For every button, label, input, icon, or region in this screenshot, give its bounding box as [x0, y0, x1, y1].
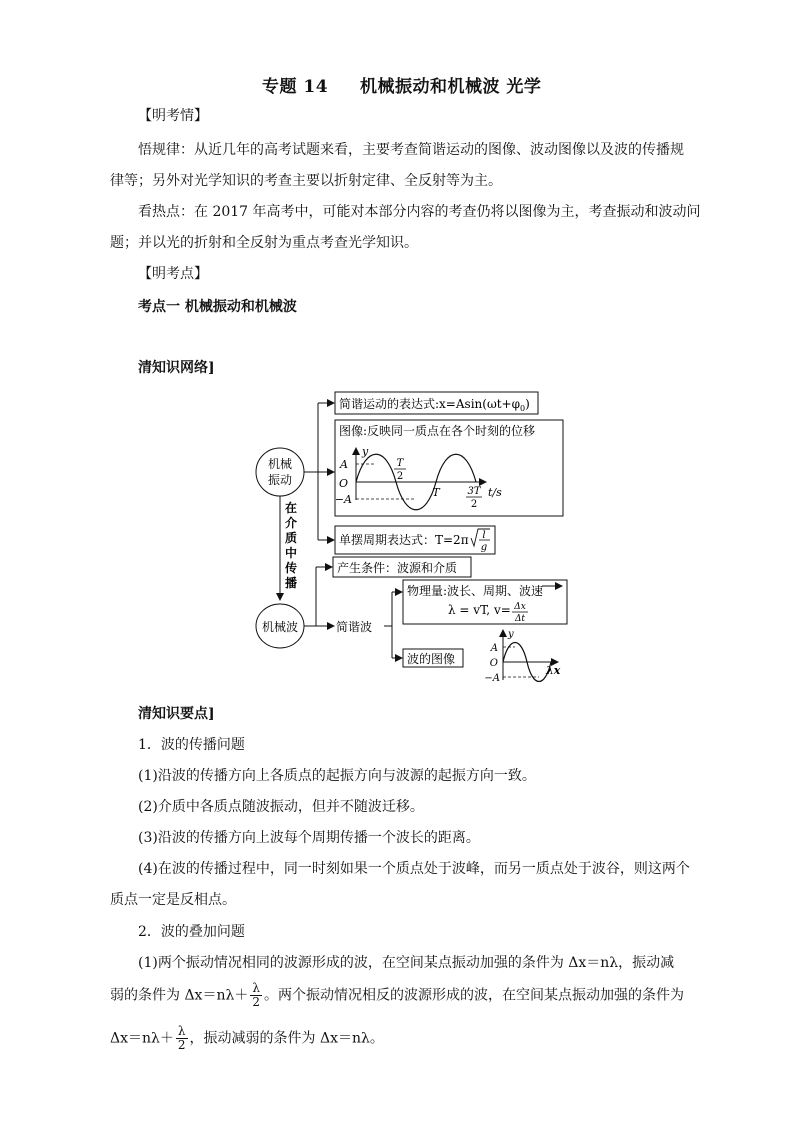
svg-text:在: 在 — [284, 501, 298, 515]
svg-text:介: 介 — [284, 516, 298, 530]
paragraph-line: 律等；另外对光学知识的考查主要以折射定律、全反射等为主。 — [110, 173, 502, 189]
svg-text:Δt: Δt — [514, 614, 526, 624]
wave-graph — [484, 629, 560, 684]
quantities-line-2: λ = vT, v= — [448, 603, 511, 617]
svg-text:O: O — [489, 658, 498, 669]
pendulum-text: 单摆周期表达式：T=2π — [339, 533, 469, 547]
svg-text:−A: −A — [484, 673, 500, 684]
item1-p4b: 质点一定是反相点。 — [110, 892, 236, 908]
node-wave-text: 机械波 — [261, 620, 299, 634]
vertical-label — [284, 500, 297, 590]
item2-p1b-pre: 弱的条件为 Δx＝nλ＋ — [110, 987, 249, 1004]
svg-text:λx: λx — [546, 664, 561, 677]
knowledge-network-heading: 清知识网络] — [138, 360, 215, 376]
knowledge-points-heading: 清知识要点] — [138, 706, 215, 722]
item2-p1b — [110, 982, 684, 1009]
item2-p1c — [110, 1025, 384, 1052]
item2-title: 2．波的叠加问题 — [138, 924, 245, 940]
node-vib-text-1: 机械 — [267, 457, 293, 471]
item1-p1: (1)沿波的传播方向上各质点的起振方向与波源的起振方向一致。 — [138, 768, 536, 784]
node-vib-text-2: 振动 — [267, 473, 293, 487]
svg-text:A: A — [340, 458, 348, 471]
svg-text:y: y — [508, 629, 514, 640]
section-heading-mingkaoqing: 【明考情】 — [138, 108, 208, 124]
kaodian-heading: 考点一 机械振动和机械波 — [138, 299, 297, 315]
svg-text:播: 播 — [284, 576, 298, 590]
svg-text:Δx: Δx — [514, 602, 526, 612]
simple-wave-text: 简谐波 — [336, 620, 373, 634]
svg-text:t/s: t/s — [488, 486, 502, 499]
vibration-image-title: 图像:反映同一质点在各个时刻的位移 — [339, 424, 536, 438]
item1-title: 1．波的传播问题 — [138, 737, 245, 753]
svg-text:2: 2 — [396, 471, 404, 482]
svg-text:T: T — [396, 458, 404, 469]
svg-text:中: 中 — [284, 546, 298, 560]
svg-text:−A: −A — [334, 493, 352, 506]
item2-p1b-post: 。两个振动情况相反的波源形成的波，在空间某点振动加强的条件为 — [264, 987, 684, 1004]
shm-expression-text: 简谐运动的表达式$:x=Asin(\omega t+\varphi_0)$ — [339, 397, 530, 413]
paragraph-line: 看热点：在 2017 年高考中，可能对本部分内容的考查仍将以图像为主，考查振动和波动问 — [138, 204, 701, 220]
paragraph-line: 题；并以光的折射和全反射为重点考查光学知识。 — [110, 235, 418, 251]
svg-text:A: A — [490, 643, 498, 654]
svg-text:2: 2 — [470, 499, 478, 510]
item1-p3: (3)沿波的传播方向上波每个周期传播一个波长的距离。 — [138, 830, 480, 846]
wave-image-text: 波的图像 — [407, 652, 456, 666]
fraction-lambda-half: $\frac{\lambda}{2}$ — [177, 1024, 186, 1052]
svg-text:l: l — [482, 530, 486, 541]
item1-p2: (2)介质中各质点随波振动，但并不随波迁移。 — [138, 799, 424, 815]
svg-text:3T: 3T — [467, 486, 481, 497]
condition-text: 产生条件：波源和介质 — [337, 561, 458, 575]
vibration-graph — [335, 445, 502, 510]
item1-p4a: (4)在波的传播过程中，同一时刻如果一个质点处于波峰，而另一质点处于波谷，则这两个 — [138, 861, 690, 877]
svg-text:y: y — [362, 445, 369, 458]
pendulum-sqrt — [471, 529, 490, 553]
svg-text:T: T — [432, 486, 440, 499]
page-title: 机械振动和机械波 光学 — [360, 77, 542, 97]
svg-text:质: 质 — [284, 531, 298, 545]
item2-p1a: (1)两个振动情况相同的波源形成的波，在空间某点振动加强的条件为 Δx＝nλ，振动减 — [138, 955, 675, 971]
svg-text:传: 传 — [284, 561, 298, 575]
svg-text:g: g — [480, 542, 488, 553]
fraction-lambda-half: $\frac{\lambda}{2}$ — [252, 981, 260, 1009]
svg-text:O: O — [338, 477, 348, 490]
item2-p1c-pre: Δx＝nλ＋ — [110, 1030, 174, 1047]
paragraph-line: 悟规律：从近几年的高考试题来看，主要考查简谐运动的图像、波动图像以及波的传播规 — [138, 142, 684, 158]
quantities-line-1: 物理量:波长、周期、波速 — [407, 584, 544, 598]
title-number: 专题 14 — [262, 77, 329, 97]
node-mechanical-vibration — [256, 448, 304, 496]
section-heading-mingkaodian: 【明考点】 — [138, 266, 208, 282]
item2-p1c-post: ，振动减弱的条件为 Δx＝nλ。 — [189, 1030, 384, 1047]
